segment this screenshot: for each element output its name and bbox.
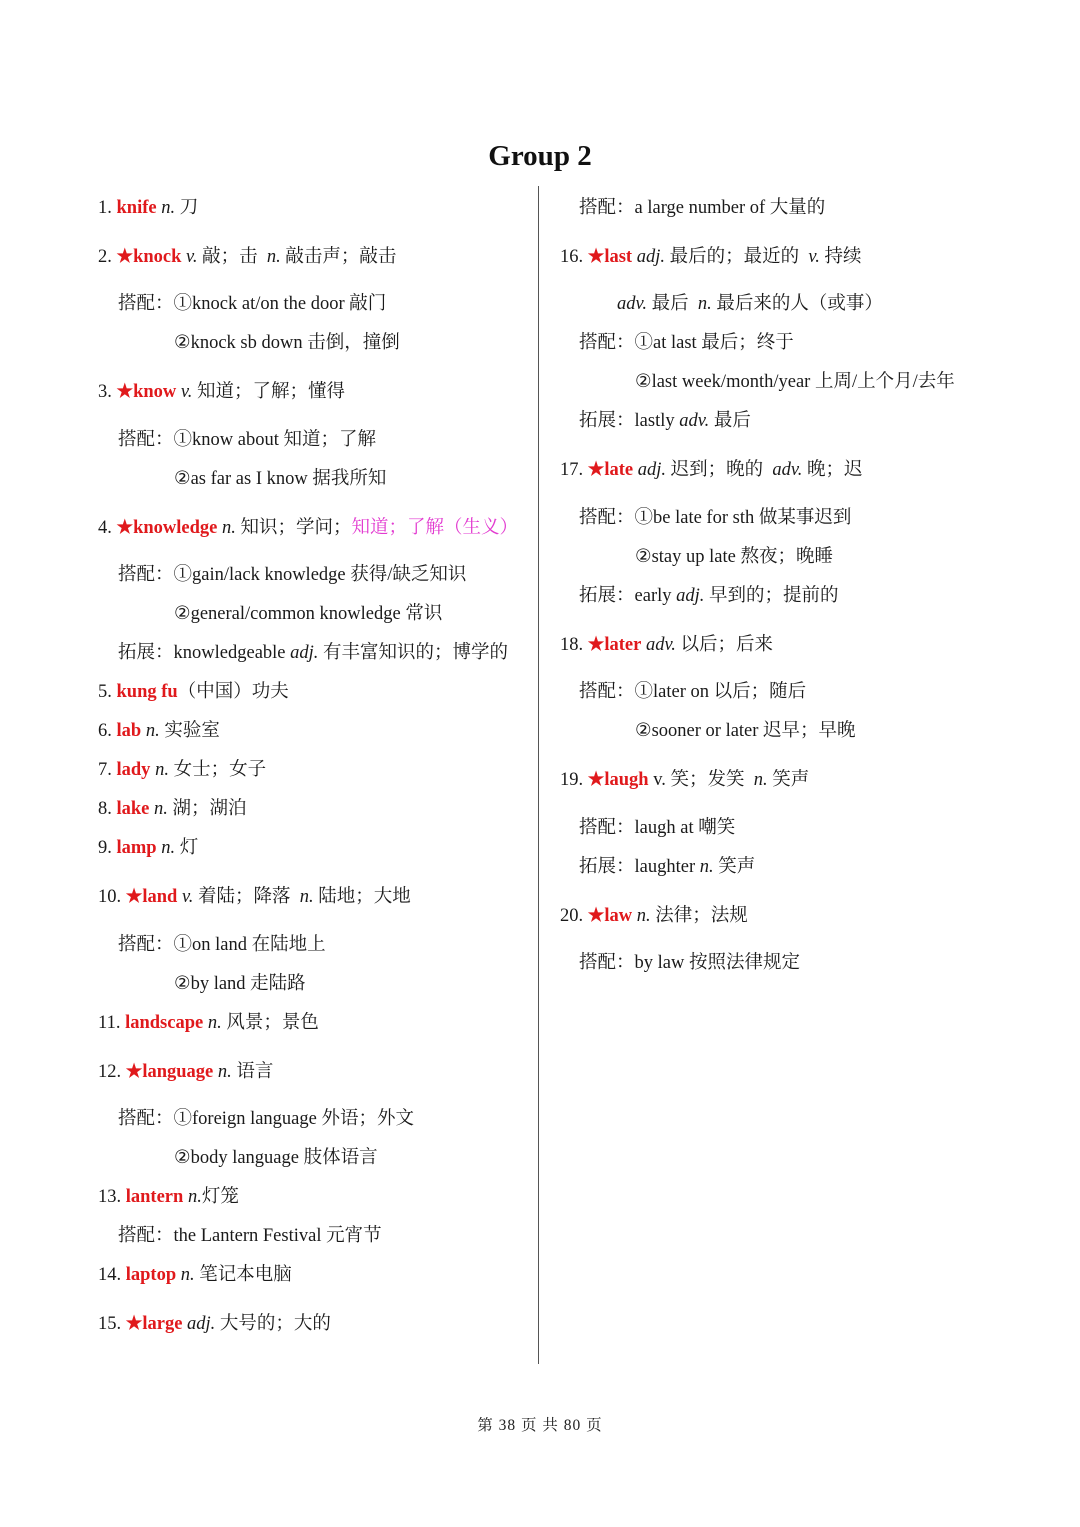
collocation-line xyxy=(635,719,856,743)
entry-number: 15. xyxy=(98,1314,122,1334)
star-icon: ★ xyxy=(587,460,605,480)
entry-law xyxy=(560,904,748,928)
part-of-speech: n. xyxy=(636,906,651,926)
headword: large xyxy=(142,1314,183,1334)
meaning: 笔记本电脑 xyxy=(199,1265,292,1285)
collocation-line xyxy=(118,292,386,316)
meaning: 灯 xyxy=(179,838,199,858)
collocation-label: 搭配： xyxy=(579,198,635,218)
collocation-text: ①know about 知道；了解 xyxy=(173,430,376,450)
meaning: 敲击声；敲击 xyxy=(285,247,397,267)
extension-label: 拓展： xyxy=(118,643,174,663)
meaning: 着陆；降落 xyxy=(198,887,291,907)
headword: last xyxy=(604,247,633,267)
star-icon: ★ xyxy=(125,1062,143,1082)
collocation-label: 搭配： xyxy=(579,508,635,528)
entry-lake xyxy=(98,797,247,821)
extension-meaning: 最后 xyxy=(713,411,751,431)
meaning: 持续 xyxy=(824,247,862,267)
page-footer: 第 38 页 共 80 页 xyxy=(477,1417,603,1434)
entry-number: 17. xyxy=(560,460,584,480)
entry-number: 4. xyxy=(98,518,112,538)
headword: knife xyxy=(116,198,157,218)
star-icon: ★ xyxy=(587,770,605,790)
meaning: 风景；景色 xyxy=(226,1013,319,1033)
extension-meaning: 笑声 xyxy=(718,857,756,877)
collocation-line xyxy=(579,816,735,840)
part-of-speech: n. xyxy=(155,760,169,780)
collocation-line xyxy=(174,972,306,996)
part-of-speech: n. xyxy=(217,1062,232,1082)
collocation-text: laugh at 嘲笑 xyxy=(634,818,736,838)
entry-landscape xyxy=(98,1011,319,1035)
collocation-text: ②stay up late 熬夜；晚睡 xyxy=(635,547,833,567)
collocation-label: 搭配： xyxy=(579,682,635,702)
part-of-speech: adv. xyxy=(645,635,676,655)
entry-number: 6. xyxy=(98,721,112,741)
collocation-text: ②general/common knowledge 常识 xyxy=(174,604,443,624)
entry-number: 20. xyxy=(560,906,584,926)
entry-number: 13. xyxy=(98,1187,122,1207)
collocation-text: ①gain/lack knowledge 获得/缺乏知识 xyxy=(173,565,467,585)
collocation-text: a large number of 大量的 xyxy=(634,198,826,218)
collocation-line xyxy=(118,933,326,957)
part-of-speech: n. xyxy=(753,770,768,790)
headword: knock xyxy=(133,247,182,267)
part-of-speech: n. xyxy=(266,247,281,267)
collocation-line xyxy=(118,428,376,452)
part-of-speech: v. xyxy=(180,382,193,402)
entry-lady xyxy=(98,758,266,782)
meaning: 迟到；晚的 xyxy=(670,460,764,480)
collocation-text: ②last week/month/year 上周/上个月/去年 xyxy=(635,372,955,392)
entry-lab xyxy=(98,719,220,743)
entry-number: 1. xyxy=(98,198,112,218)
star-icon: ★ xyxy=(587,635,605,655)
headword: knowledge xyxy=(133,518,218,538)
column-divider xyxy=(538,186,539,1364)
collocation-text: ①later on 以后；随后 xyxy=(634,682,807,702)
collocation-line xyxy=(635,370,955,394)
collocation-text: ②as far as I know 据我所知 xyxy=(174,469,387,489)
entry-last xyxy=(560,245,861,269)
entry-number: 11. xyxy=(98,1013,121,1033)
part-of-speech: adj. xyxy=(636,247,665,267)
collocation-label: 搭配： xyxy=(118,1226,174,1246)
part-of-speech: adj. xyxy=(187,1314,216,1334)
part-of-speech: n. xyxy=(161,838,176,858)
part-of-speech: v. xyxy=(808,247,820,267)
collocation-line xyxy=(579,951,800,975)
collocation-label: 搭配： xyxy=(579,333,635,353)
headword: laugh xyxy=(604,770,649,790)
meaning: 知道；了解；懂得 xyxy=(197,382,346,402)
entry-number: 19. xyxy=(560,770,584,790)
entry-number: 12. xyxy=(98,1062,122,1082)
meaning: 最后的；最近的 xyxy=(669,247,800,267)
meaning: 湖；湖泊 xyxy=(172,799,247,819)
extension-word: knowledgeable xyxy=(173,643,286,663)
part-of-speech: adj. xyxy=(637,460,666,480)
extension-word: laughter xyxy=(634,857,696,877)
entry-later xyxy=(560,633,773,657)
entry-land xyxy=(98,885,411,909)
headword: know xyxy=(133,382,177,402)
star-icon: ★ xyxy=(587,247,605,267)
collocation-text: ①knock at/on the door 敲门 xyxy=(173,294,387,314)
meaning: 最后 xyxy=(651,294,689,314)
collocation-line xyxy=(174,1146,378,1170)
entry-last-continued xyxy=(617,292,883,316)
collocation-text: ①be late for sth 做某事迟到 xyxy=(634,508,852,528)
collocation-text: ①on land 在陆地上 xyxy=(173,935,326,955)
headword: lady xyxy=(116,760,151,780)
entry-number: 18. xyxy=(560,635,584,655)
part-of-speech: n. xyxy=(299,887,314,907)
collocation-label: 搭配： xyxy=(118,1109,174,1129)
entry-laugh xyxy=(560,768,809,792)
headword: land xyxy=(142,887,178,907)
meaning: 大号的；大的 xyxy=(219,1314,331,1334)
entry-laptop xyxy=(98,1263,292,1287)
collocation-line xyxy=(118,1224,382,1248)
entry-lamp xyxy=(98,836,198,860)
collocation-line xyxy=(174,602,442,626)
part-of-speech: n. xyxy=(697,294,712,314)
headword: lake xyxy=(116,799,150,819)
entry-number: 3. xyxy=(98,382,112,402)
collocation-text: the Lantern Festival 元宵节 xyxy=(173,1226,382,1246)
meaning: （中国）功夫 xyxy=(177,682,289,702)
entry-number: 5. xyxy=(98,682,112,702)
collocation-label: 搭配： xyxy=(118,935,174,955)
meaning: 最后来的人（或事） xyxy=(716,294,883,314)
collocation-label: 搭配： xyxy=(579,818,635,838)
entry-number: 8. xyxy=(98,799,112,819)
part-of-speech: n. xyxy=(207,1013,222,1033)
extension-word: lastly xyxy=(634,411,675,431)
part-of-speech: v. xyxy=(181,887,194,907)
part-of-speech: v. xyxy=(186,247,198,267)
extension-line xyxy=(579,855,755,879)
star-icon: ★ xyxy=(116,518,134,538)
meaning: 陆地；大地 xyxy=(318,887,411,907)
headword: later xyxy=(604,635,642,655)
part-of-speech: n. xyxy=(180,1265,195,1285)
headword: lantern xyxy=(125,1187,184,1207)
collocation-text: ②knock sb down 击倒，撞倒 xyxy=(174,333,400,353)
extension-label: 拓展： xyxy=(579,586,635,606)
entry-knock xyxy=(98,245,396,269)
extension-line xyxy=(579,584,839,608)
collocation-label: 搭配： xyxy=(118,565,174,585)
collocation-line xyxy=(579,680,806,704)
page-title: Group 2 xyxy=(488,140,592,172)
extension-word: early xyxy=(634,586,672,606)
meaning: 晚；迟 xyxy=(806,460,863,480)
entry-knowledge xyxy=(98,516,518,540)
collocation-line xyxy=(579,331,794,355)
star-icon: ★ xyxy=(125,887,143,907)
part-of-speech: adv. xyxy=(617,294,647,314)
headword: laptop xyxy=(125,1265,177,1285)
entry-number: 14. xyxy=(98,1265,122,1285)
collocation-line xyxy=(579,506,851,530)
meaning: 灯笼 xyxy=(201,1187,239,1207)
entry-late xyxy=(560,458,863,482)
part-of-speech: v. xyxy=(653,770,666,790)
star-icon: ★ xyxy=(125,1314,143,1334)
part-of-speech: n. xyxy=(154,799,168,819)
headword: lab xyxy=(116,721,142,741)
meaning: 法律；法规 xyxy=(655,906,748,926)
entry-know xyxy=(98,380,345,404)
collocation-label: 搭配： xyxy=(579,953,635,973)
headword: lamp xyxy=(116,838,157,858)
collocation-line xyxy=(174,467,386,491)
part-of-speech: n. xyxy=(145,721,160,741)
meaning: 女士；女子 xyxy=(173,760,267,780)
part-of-speech: n. xyxy=(187,1187,202,1207)
collocation-text: ②by land 走陆路 xyxy=(174,974,306,994)
part-of-speech: n. xyxy=(161,198,176,218)
headword: kung fu xyxy=(116,682,178,702)
collocation-label: 搭配： xyxy=(118,430,174,450)
star-icon: ★ xyxy=(116,247,134,267)
meaning: 以后；后来 xyxy=(680,635,774,655)
part-of-speech: n. xyxy=(222,518,236,538)
extension-meaning: 有丰富知识的；博学的 xyxy=(323,643,509,663)
extended-meaning: 知道；了解（生义） xyxy=(351,518,519,538)
collocation-line xyxy=(174,331,400,355)
extension-line xyxy=(579,409,751,433)
part-of-speech: adj. xyxy=(290,643,319,663)
meaning: 敲；击 xyxy=(202,247,258,267)
part-of-speech: adv. xyxy=(679,411,710,431)
extension-label: 拓展： xyxy=(579,411,635,431)
collocation-line xyxy=(118,563,466,587)
collocation-line xyxy=(635,545,833,569)
collocation-line xyxy=(118,1107,414,1131)
extension-label: 拓展： xyxy=(579,857,635,877)
collocation-label: 搭配： xyxy=(118,294,174,314)
part-of-speech: adj. xyxy=(676,586,705,606)
headword: landscape xyxy=(125,1013,204,1033)
headword: late xyxy=(604,460,634,480)
part-of-speech: adv. xyxy=(772,460,803,480)
entry-number: 2. xyxy=(98,247,112,267)
extension-meaning: 早到的；提前的 xyxy=(709,586,839,606)
collocation-text: ①at last 最后；终于 xyxy=(634,333,794,353)
meaning: 笑；发笑 xyxy=(670,770,745,790)
collocation-text: ②sooner or later 迟早；早晚 xyxy=(635,721,856,741)
collocation-text: ②body language 肢体语言 xyxy=(174,1148,378,1168)
extension-line xyxy=(118,641,508,665)
meaning: 语言 xyxy=(236,1062,274,1082)
meaning: 笑声 xyxy=(772,770,810,790)
entry-lantern xyxy=(98,1185,239,1209)
part-of-speech: n. xyxy=(699,857,714,877)
star-icon: ★ xyxy=(587,906,605,926)
star-icon: ★ xyxy=(116,382,134,402)
meaning: 知识；学问； xyxy=(240,518,352,538)
collocation-text: ①foreign language 外语；外文 xyxy=(173,1109,414,1129)
collocation-line xyxy=(579,196,825,220)
entry-number: 9. xyxy=(98,838,112,858)
meaning: 实验室 xyxy=(164,721,220,741)
entry-number: 10. xyxy=(98,887,122,907)
collocation-text: by law 按照法律规定 xyxy=(634,953,800,973)
entry-large xyxy=(98,1312,331,1336)
entry-kung-fu xyxy=(98,680,289,704)
entry-knife xyxy=(98,196,198,220)
meaning: 刀 xyxy=(179,198,199,218)
headword: law xyxy=(604,906,633,926)
headword: language xyxy=(142,1062,214,1082)
entry-number: 16. xyxy=(560,247,584,267)
entry-number: 7. xyxy=(98,760,112,780)
entry-language xyxy=(98,1060,273,1084)
